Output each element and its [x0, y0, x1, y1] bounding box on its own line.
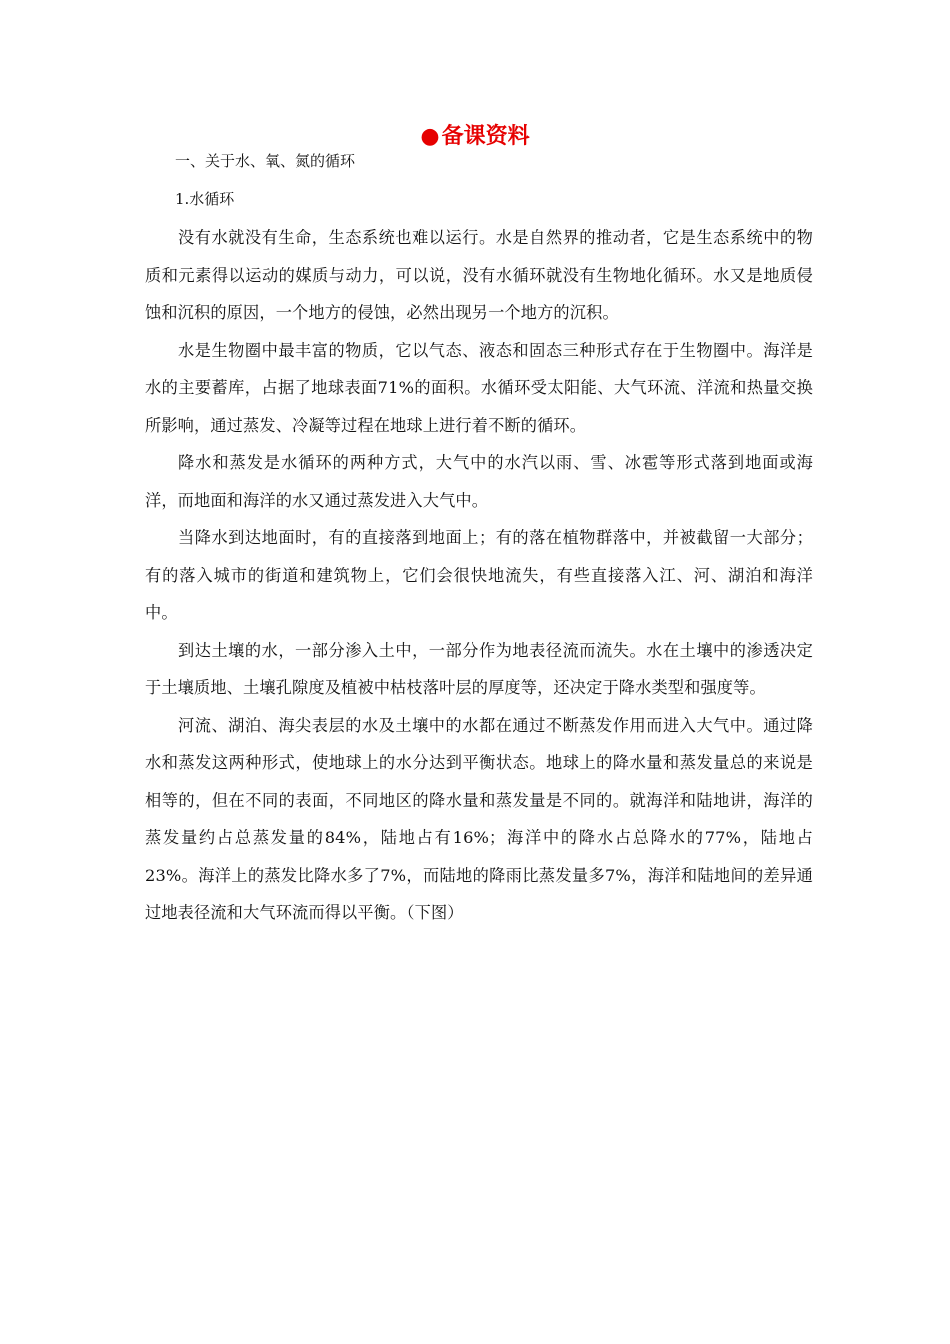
- paragraph: 降水和蒸发是水循环的两种方式，大气中的水汽以雨、雪、冰雹等形式落到地面或海洋，而地面和海洋的水又通过蒸发进入大气中。: [145, 453, 813, 510]
- paragraph: 当降水到达地面时，有的直接落到地面上；有的落在植物群落中，并被截留一大部分；有的落入城市的街道和建筑物上，它们会很快地流失，有些直接落入江、河、湖泊和海洋中。: [145, 528, 813, 622]
- paragraph: 水是生物圈中最丰富的物质，它以气态、液态和固态三种形式存在于生物圈中。海洋是水的主要蓄库，占据了地球表面71%的面积。水循环受太阳能、大气环流、洋流和热量交换所影响，通过蒸发、冷凝等过程在地球上进行着不断的循环。: [145, 340, 813, 435]
- section-heading: 一、关于水、氧、氮的循环: [175, 152, 356, 170]
- subsection-heading: 1.水循环: [175, 190, 235, 208]
- paragraph: 没有水就没有生命，生态系统也难以运行。水是自然界的推动者，它是生态系统中的物质和元素得以运动的媒质与动力，可以说，没有水循环就没有生物地化循环。水又是地质侵蚀和沉积的原因，一个地方的侵蚀，必然出现另一个地方的沉积。: [145, 228, 813, 322]
- document-body: [145, 148, 813, 932]
- paragraph: 到达土壤的水，一部分渗入土中，一部分作为地表径流而流失。水在土壤中的渗透决定于土壤质地、土壤孔隙度及植被中枯枝落叶层的厚度等，还决定于降水类型和强度等。: [145, 640, 813, 697]
- paragraph: 河流、湖泊、海尖表层的水及土壤中的水都在通过不断蒸发作用而进入大气中。通过降水和蒸发这两种形式，使地球上的水分达到平衡状态。地球上的降水量和蒸发量总的来说是相等的，但在不同的表面，不同地区的降水量和蒸发量是不同的。就海洋和陆地讲，海洋的蒸发量约占总蒸发量的84%，陆地占有16%；海洋中的降水占总降水的77%，陆地占23%。海洋上的蒸发比降水多了7%，而陆地的降雨比蒸发量多7%，海洋和陆地间的差异通过地表径流和大气环流而得以平衡。（下图）: [145, 715, 813, 922]
- bullet-icon: ●: [420, 124, 440, 149]
- page-title-text: 备课资料: [441, 124, 530, 149]
